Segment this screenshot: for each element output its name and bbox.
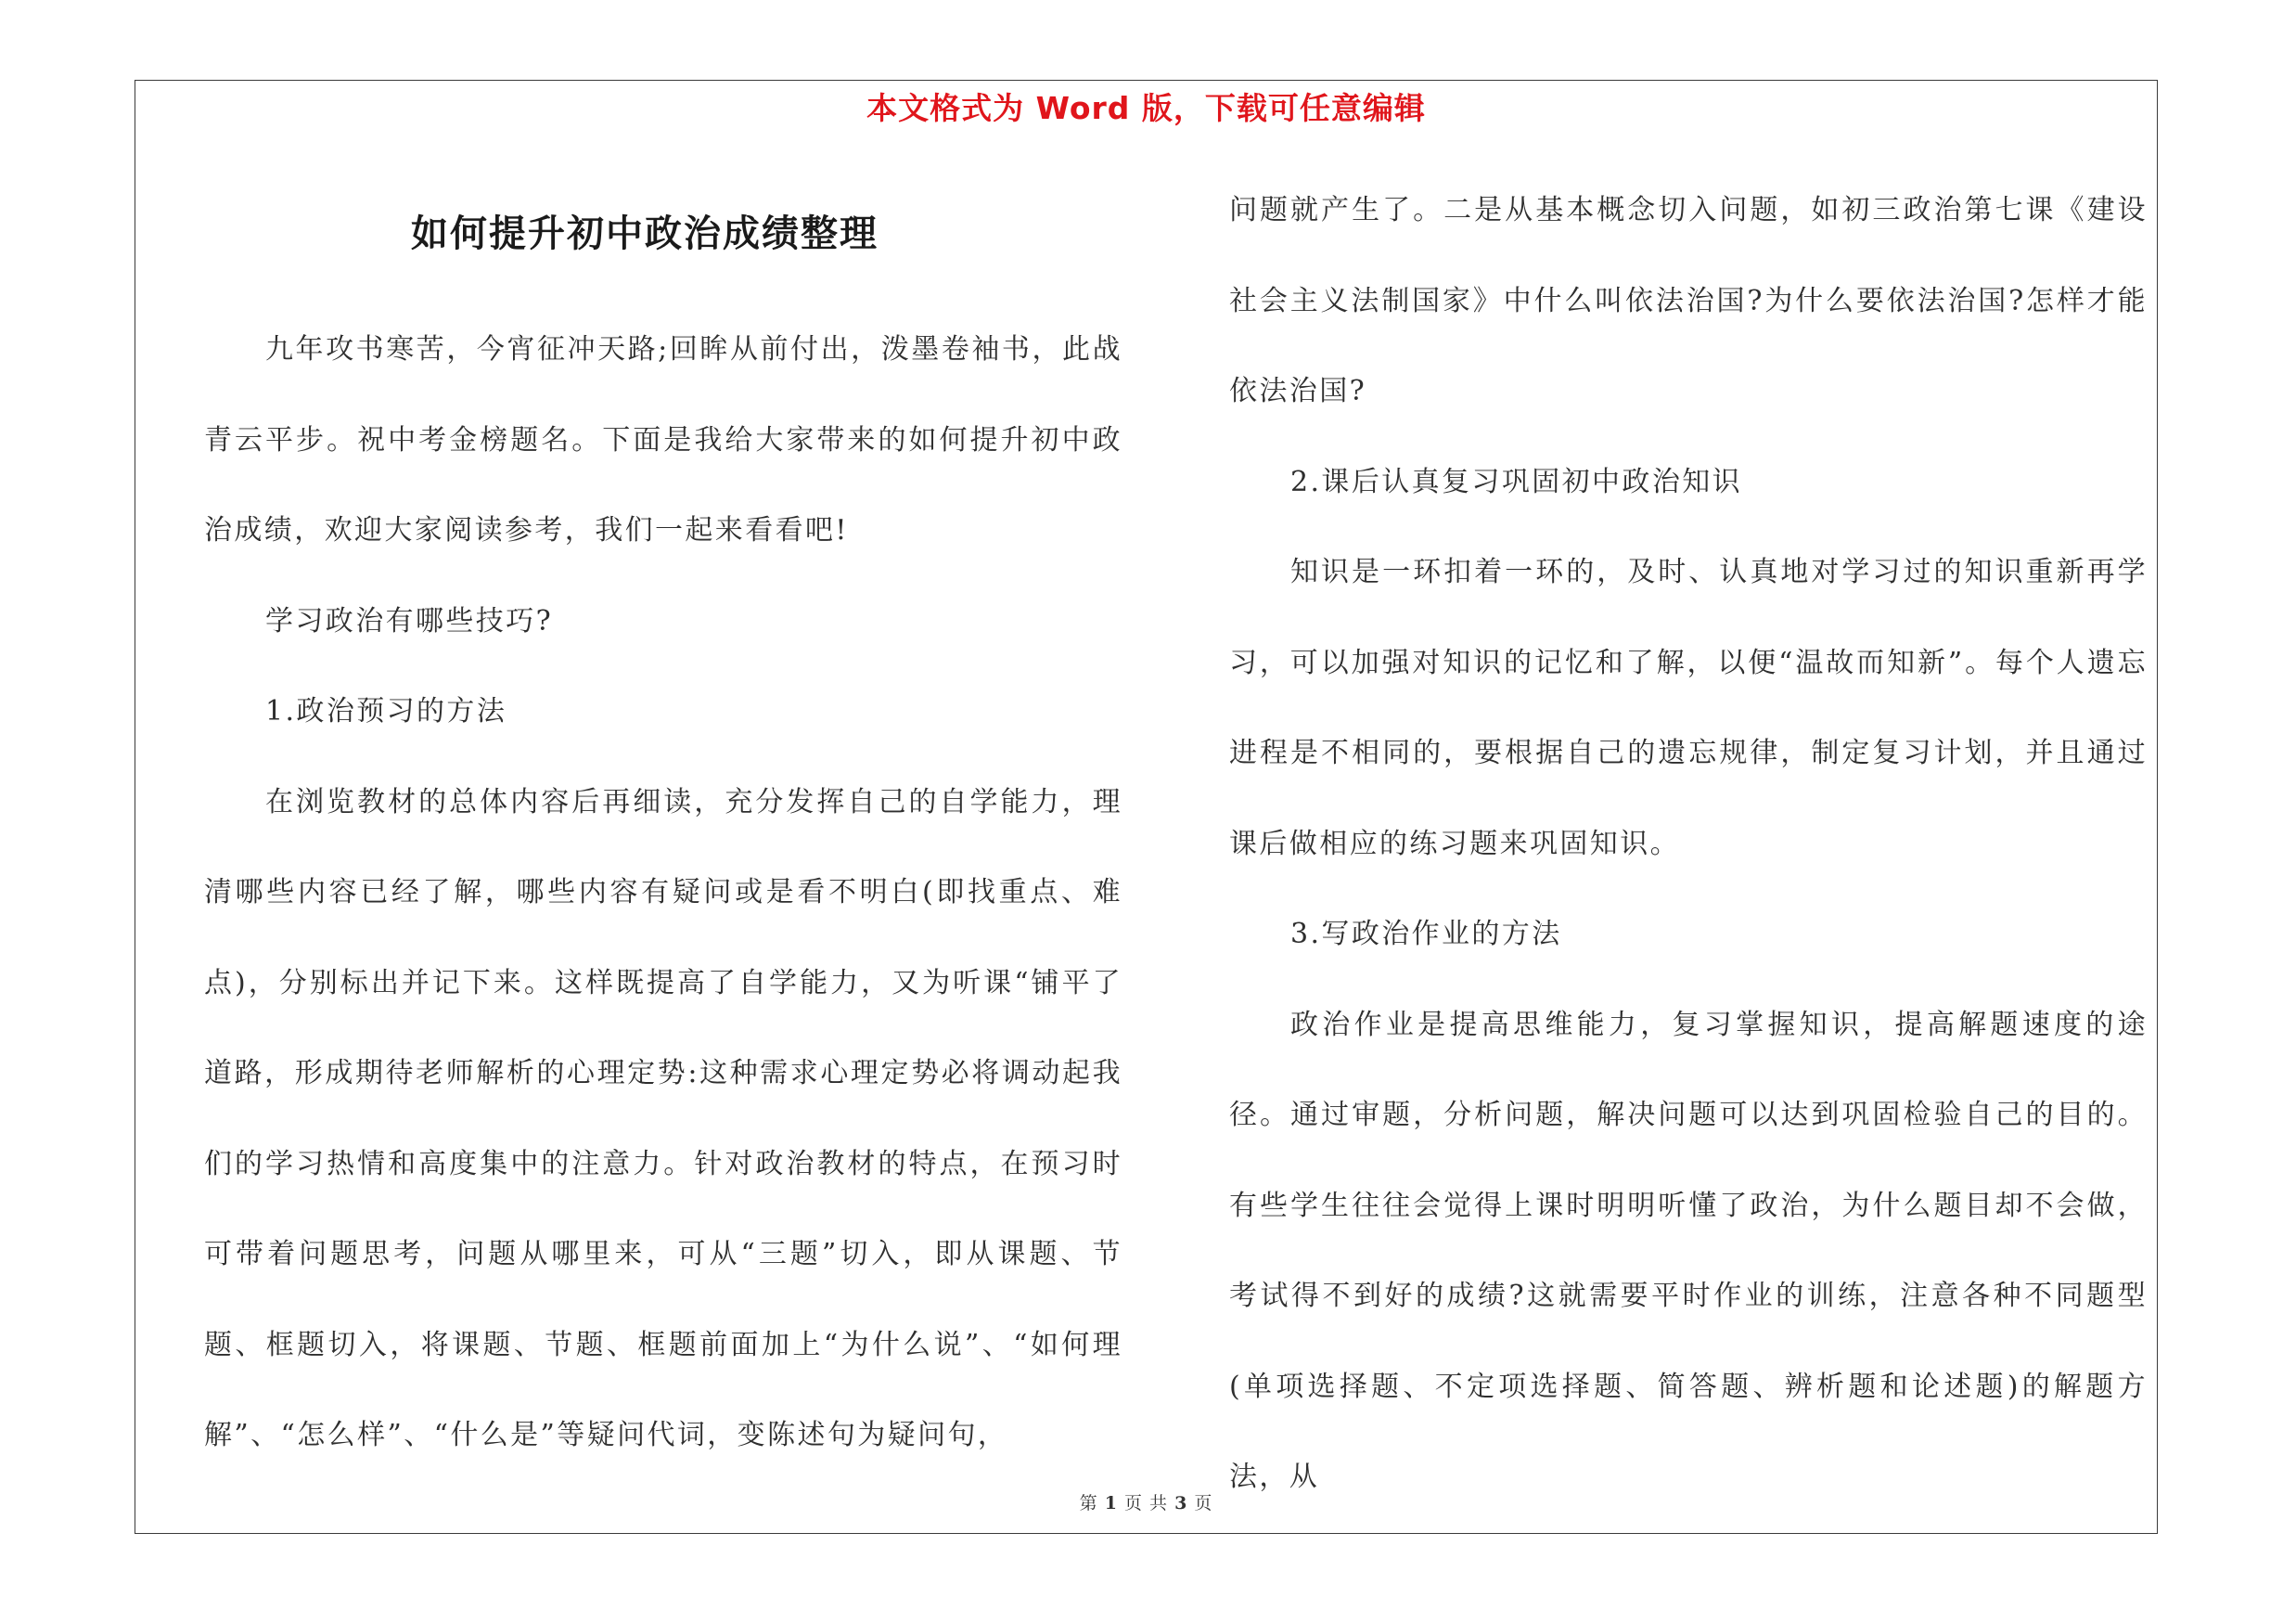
total-page-number: 3 [1174,1493,1188,1514]
word-format-banner: 本文格式为 Word 版，下载可任意编辑 [866,90,1426,126]
footer-prefix: 第 [1079,1493,1098,1514]
page-footer [135,1489,2158,1514]
paragraph: 知识是一环扣着一环的，及时、认真地对学习过的知识重新再学习，可以加强对知识的记忆和了解，以便“温故而知新”。每个人遗忘进程是不相同的，要根据自己的遗忘规律，制定复习计划，并且通过课后做相应的练习题来巩固知识。 [1229,556,2148,860]
document-title: 如何提升初中政治成绩整理 [411,212,879,255]
section-heading: 2.课后认真复习巩固初中政治知识 [1290,465,1743,498]
paragraph: 政治作业是提高思维能力，复习掌握知识，提高解题速度的途径。通过审题，分析问题，解决问题可以达到巩固检验自己的目的。有些学生往往会觉得上课时明明听懂了政治，为什么题目却不会做，考试得不到好的成绩?这就需要平时作业的训练，注意各种不同题型(单项选择题、不定项选择题、简答题、辨析题和论述题)的解题方法，从 [1229,1008,2148,1493]
section-heading: 3.写政治作业的方法 [1290,918,1562,950]
paragraph: 问题就产生了。二是从基本概念切入问题，如初三政治第七课《建设社会主义法制国家》中什么叫依法治国?为什么要依法治国?怎样才能依法治国? [1229,194,2148,407]
footer-suffix: 页 [1194,1493,1213,1514]
paragraph: 九年攻书寒苦，今宵征冲天路;回眸从前付出，泼墨卷袖书，此战青云平步。祝中考金榜题名。下面是我给大家带来的如何提升初中政治成绩，欢迎大家阅读参考，我们一起来看看吧! [204,333,1122,547]
paragraph: 学习政治有哪些技巧? [265,604,554,638]
current-page-number: 1 [1104,1493,1118,1514]
section-heading: 1.政治预习的方法 [265,695,507,728]
left-column [204,304,1122,1481]
footer-middle: 页 共 [1123,1493,1169,1514]
right-column [1229,165,2148,1523]
paragraph: 在浏览教材的总体内容后再细读，充分发挥自己的自学能力，理清哪些内容已经了解，哪些内容有疑问或是看不明白(即找重点、难点)，分别标出并记下来。这样既提高了自学能力，又为听课“铺平了道路，形成期待老师解析的心理定势:这种需求心理定势必将调动起我们的学习热情和高度集中的注意力。针对政治教材的特点，在预习时可带着问题思考，问题从哪里来，可从“三题”切入，即从课题、节题、框题切入，将课题、节题、框题前面加上“为什么说”、“如何理解”、“怎么样”、“什么是”等疑问代词，变陈述句为疑问句， [204,785,1122,1451]
